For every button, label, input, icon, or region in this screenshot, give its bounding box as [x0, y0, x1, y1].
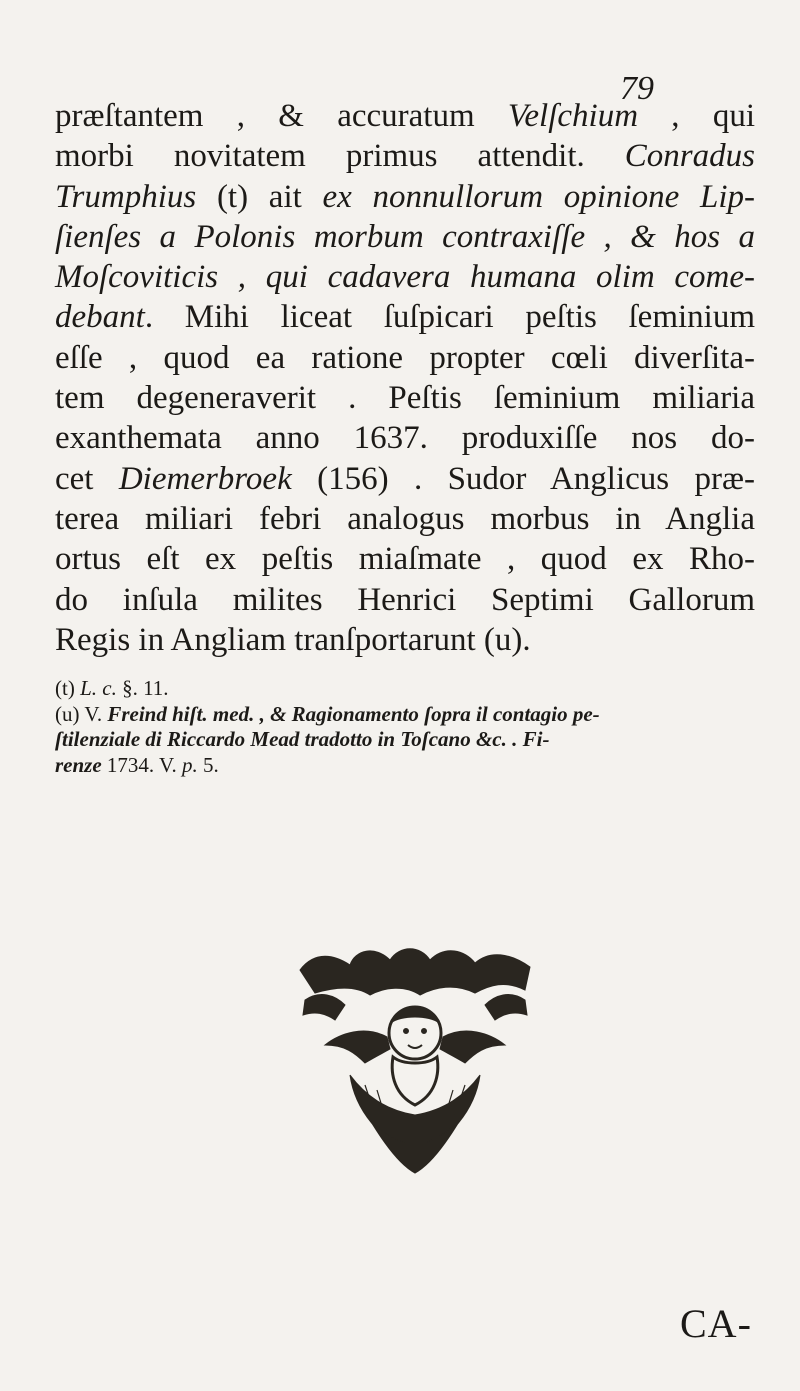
text-line: tem degeneraverit . Peſtis ſeminium miliaria: [55, 380, 755, 417]
body-text: [55, 96, 755, 660]
footnote-t: (t) L. c. §. 11.: [55, 676, 169, 700]
footnote-u: (u) V. Freind hiſt. med. , & Ragionamento ſopra il contagio pe-: [55, 701, 600, 726]
footnotes: [55, 676, 755, 778]
text-line: debant. Mihi liceat ſuſpicari peſtis ſeminium: [55, 299, 755, 336]
page-number: 79: [620, 70, 654, 107]
text-line: cet Diemerbroek (156) . Sudor Anglicus prӕ-: [55, 460, 755, 497]
vignette-illustration: [295, 945, 535, 1175]
text-line: Trumphius (t) ait ex nonnullorum opinione Lip-: [55, 178, 755, 215]
text-line: exanthemata anno 1637. produxiſſe nos do-: [55, 420, 755, 457]
text-line: Regis in Angliam tranſportarunt (u).: [55, 621, 531, 658]
text-line: ortus eſt ex peſtis miaſmate , quod ex Rho-: [55, 541, 755, 578]
text-line: Moſcoviticis , qui cadavera humana olim come-: [55, 259, 755, 296]
footnote-u-cont: ſtilenziale di Riccardo Mead tradotto in Toſcano &c. . Fi-: [55, 727, 550, 751]
text-line: morbi novitatem primus attendit. Conradus: [55, 138, 755, 175]
catchword: CA-: [680, 1301, 752, 1346]
text-line: ſienſes a Polonis morbum contraxiſſe , & hos a: [55, 218, 755, 255]
text-line: do inſula milites Henrici Septimi Gallorum: [55, 581, 755, 618]
text-line: terea miliari febri analogus morbus in Anglia: [55, 500, 755, 537]
text-line: prӕſtantem , & accuratum Velſchium , qui: [55, 98, 755, 134]
cherub-vignette: [295, 945, 535, 1175]
text-line: eſſe , quod ea ratione propter cœli diverſita-: [55, 339, 755, 376]
footnote-u-cont: renze 1734. V. p. 5.: [55, 752, 219, 777]
